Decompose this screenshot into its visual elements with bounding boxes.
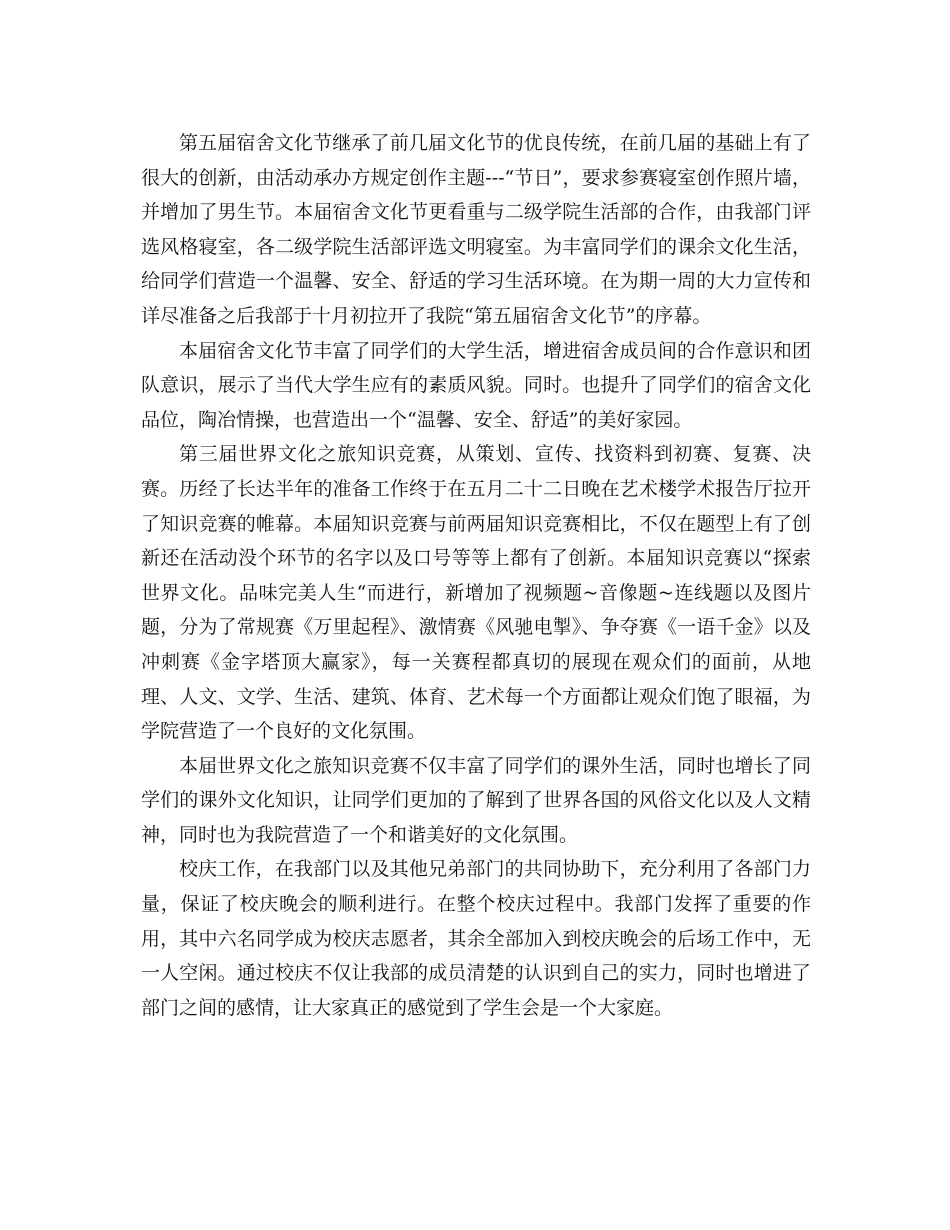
paragraph-anniversary: 校庆工作，在我部门以及其他兄弟部门的共同协助下，充分利用了各部门力量，保证了校庆晚会的顺利进行。在整个校庆过程中。我部门发挥了重要的作用，其中六名同学成为校庆志愿者，其余全部加入到校庆晚会的后场工作中，无一人空闲。通过校庆不仅让我部的成员清楚的认识到自己的实力，同时也增进了部门之间的感情，让大家真正的感觉到了学生会是一个大家庭。: [141, 858, 811, 1019]
paragraph-festival-intro: 第五届宿舍文化节继承了前几届文化节的优良传统，在前几届的基础上有了很大的创新，由活动承办方规定创作主题---“节日”，要求参赛寝室创作照片墙，并增加了男生节。本届宿舍文化节更看重与二级学院生活部的合作，由我部门评选风格寝室，各二级学院生活部评选文明寝室。为丰富同学们的课余文化生活，给同学们营造一个温馨、安全、舒适的学习生活环境。在为期一周的大力宣传和详尽准备之后我部于十月初拉开了我院“第五届宿舍文化节”的序幕。: [141, 132, 811, 327]
paragraph-quiz-intro: 第三届世界文化之旅知识竞赛，从策划、宣传、找资料到初赛、复赛、决赛。历经了长达半年的准备工作终于在五月二十二日晚在艺术楼学术报告厅拉开了知识竞赛的帷幕。本届知识竞赛与前两届知识竞赛相比，不仅在题型上有了创新还在活动没个环节的名字以及口号等等上都有了创新。本届知识竞赛以“探索世界文化。品味完美人生“而进行，新增加了视频题~音像题~连线题以及图片题，分为了常规赛《万里起程》、激情赛《风驰电掣》、争夺赛《一语千金》以及冲刺赛《金字塔顶大赢家》，每一关赛程都真切的展现在观众们的面前，从地理、人文、文学、生活、建筑、体育、艺术每一个方面都让观众们饱了眼福，为学院营造了一个良好的文化氛围。: [141, 443, 811, 743]
paragraph-quiz-result: 本届世界文化之旅知识竞赛不仅丰富了同学们的课外生活，同时也增长了同学们的课外文化知识，让同学们更加的了解到了世界各国的风俗文化以及人文精神，同时也为我院营造了一个和谐美好的文化氛围。: [141, 754, 811, 846]
paragraph-festival-result: 本届宿舍文化节丰富了同学们的大学生活，增进宿舍成员间的合作意识和团队意识，展示了当代大学生应有的素质风貌。同时。也提升了同学们的宿舍文化品位，陶冶情操，也营造出一个“温馨、安全、舒适”的美好家园。: [141, 339, 811, 431]
document-body: [141, 126, 811, 1025]
